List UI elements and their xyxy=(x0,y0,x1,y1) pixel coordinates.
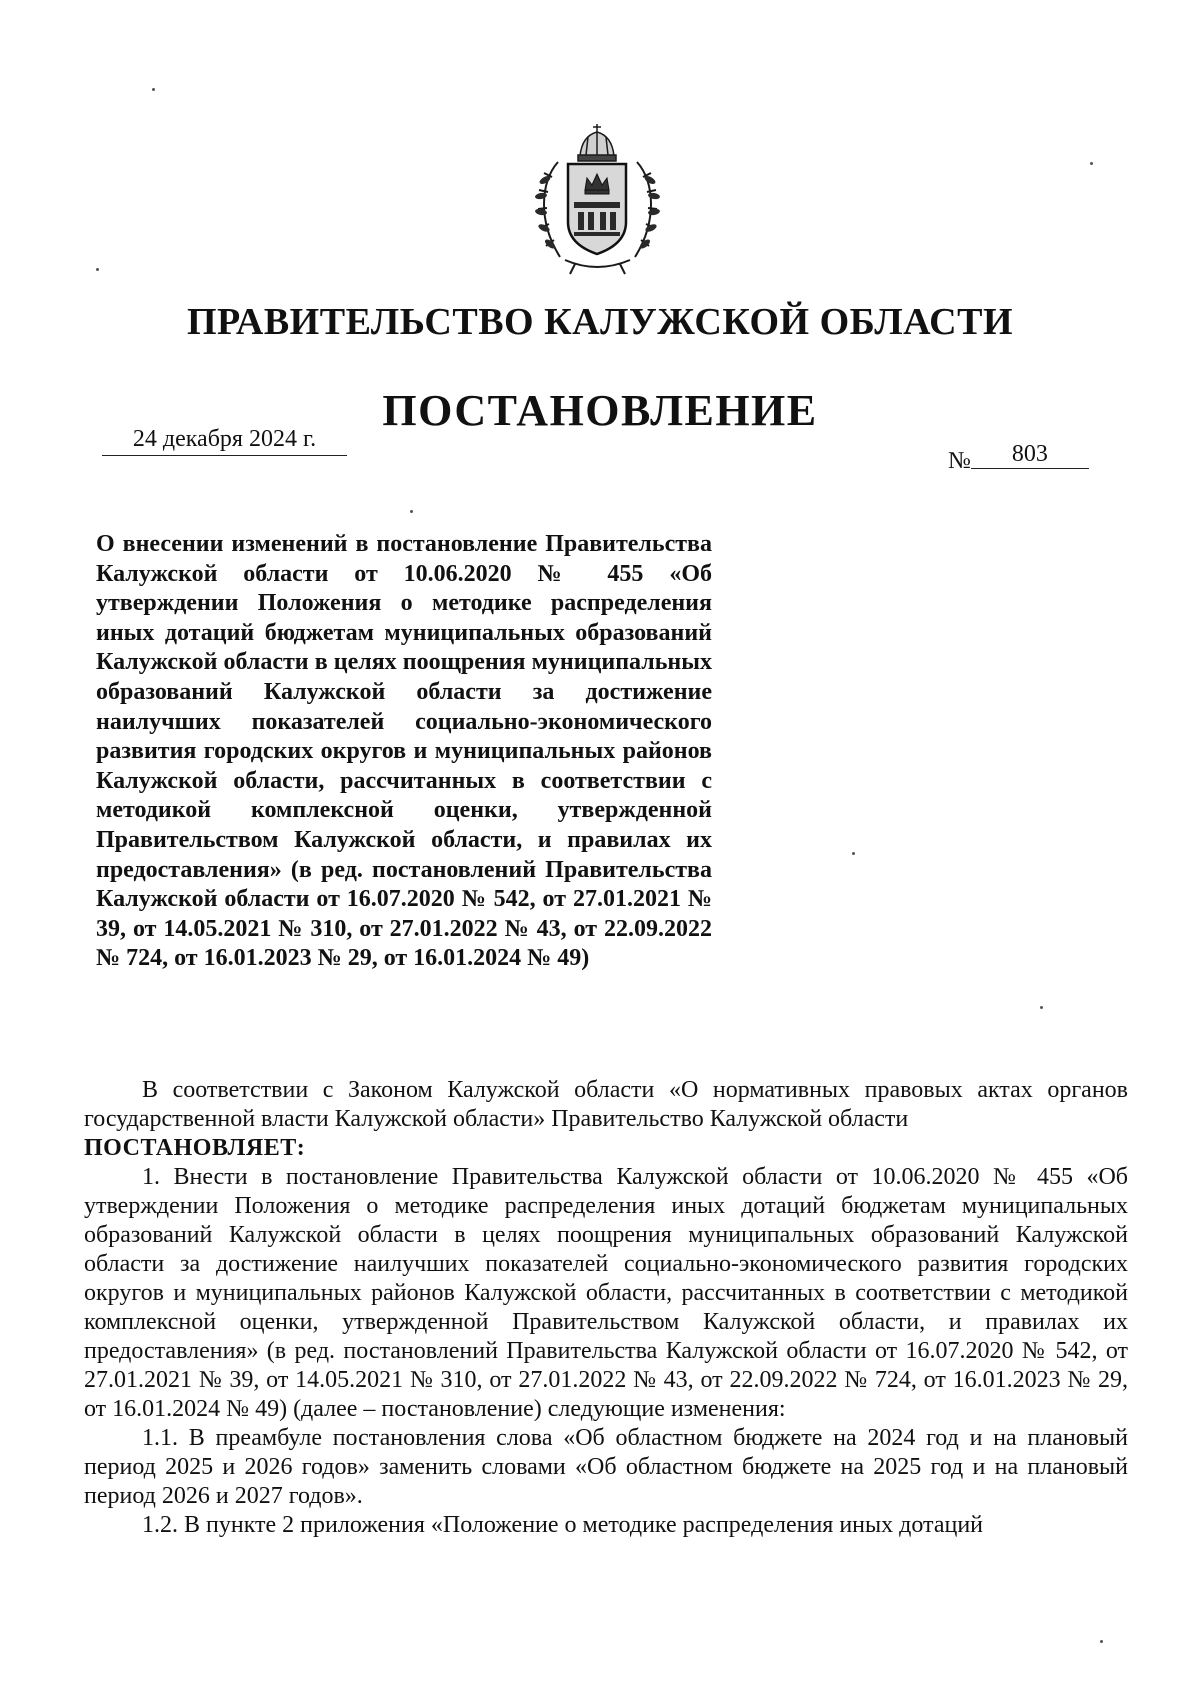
decree-word: ПОСТАНОВЛЯЕТ: xyxy=(84,1135,306,1161)
document-number xyxy=(948,441,1089,475)
decree-line xyxy=(84,1134,1128,1163)
number-sign: № xyxy=(948,448,971,474)
item-1-1-paragraph: 1.1. В преамбуле постановления слова «Об областном бюджете на 2024 год и на плановый период 2025 и 2026 годов» заменить словами «Об областном бюджете на 2025 год и на плановый период 2026 и 2027 годов». xyxy=(84,1425,1128,1509)
preamble-text: В соответствии с Законом Калужской области «О нормативных правовых актах органов государственной власти Калужской области» Правительство Калужской области xyxy=(84,1077,1128,1132)
scan-speck xyxy=(96,268,99,271)
scan-speck xyxy=(410,510,413,513)
item-1-paragraph: 1. Внести в постановление Правительства Калужской области от 10.06.2020 № 455 «Об утверждении Положения о методике распределения иных дотаций бюджетам муниципальных образований Калужской области в целях поощрения муниципальных образований Калужской области за достижение наилучших показателей социально-экономического развития городских округов и муниципальных районов Калужской области, рассчитанных в соответствии с методикой комплексной оценки, утвержденной Правительством Калужской области, и правилах их предоставления» (в ред. постановлений Правительства Калужской области от 16.07.2020 № 542, от 27.01.2021 № 39, от 14.05.2021 № 310, от 27.01.2022 № 43, от 22.09.2022 № 724, от 16.01.2023 № 29, от 16.01.2024 № 49) (далее – постановление) следующие изменения: xyxy=(84,1164,1128,1422)
organization-title: ПРАВИТЕЛЬСТВО КАЛУЖСКОЙ ОБЛАСТИ xyxy=(186,301,1014,343)
item-1-2-paragraph: 1.2. В пункте 2 приложения «Положение о методике распределения иных дотаций xyxy=(142,1512,984,1538)
scan-speck xyxy=(152,88,155,91)
document-body xyxy=(84,1076,1128,1540)
coat-of-arms-icon xyxy=(530,122,665,277)
scan-speck xyxy=(1100,1640,1103,1643)
document-subject: О внесении изменений в постановление Правительства Калужской области от 10.06.2020 № 455 «Об утверждении Положения о методике распределения иных дотаций бюджетам муниципальных образований Калужской области в целях поощрения муниципальных образований Калужской области за достижение наилучших показателей социально-экономического развития городских округов и муниципальных районов Калужской области, рассчитанных в соответствии с методикой комплексной оценки, утвержденной Правительством Калужской области, и правилах их предоставления» (в ред. постановлений Правительства Калужской области от 16.07.2020 № 542, от 27.01.2021 № 39, от 14.05.2021 № 310, от 27.01.2022 № 43, от 22.09.2022 № 724, от 16.01.2023 № 29, от 16.01.2024 № 49) xyxy=(96,531,712,972)
document-date: 24 декабря 2024 г. xyxy=(102,426,347,456)
scan-speck xyxy=(852,852,855,855)
preamble-paragraph xyxy=(84,1076,1128,1134)
scan-speck xyxy=(1040,1006,1043,1009)
scan-speck xyxy=(1090,162,1093,165)
number-value: 803 xyxy=(971,441,1089,469)
document-type-title: ПОСТАНОВЛЕНИЕ xyxy=(382,386,818,435)
